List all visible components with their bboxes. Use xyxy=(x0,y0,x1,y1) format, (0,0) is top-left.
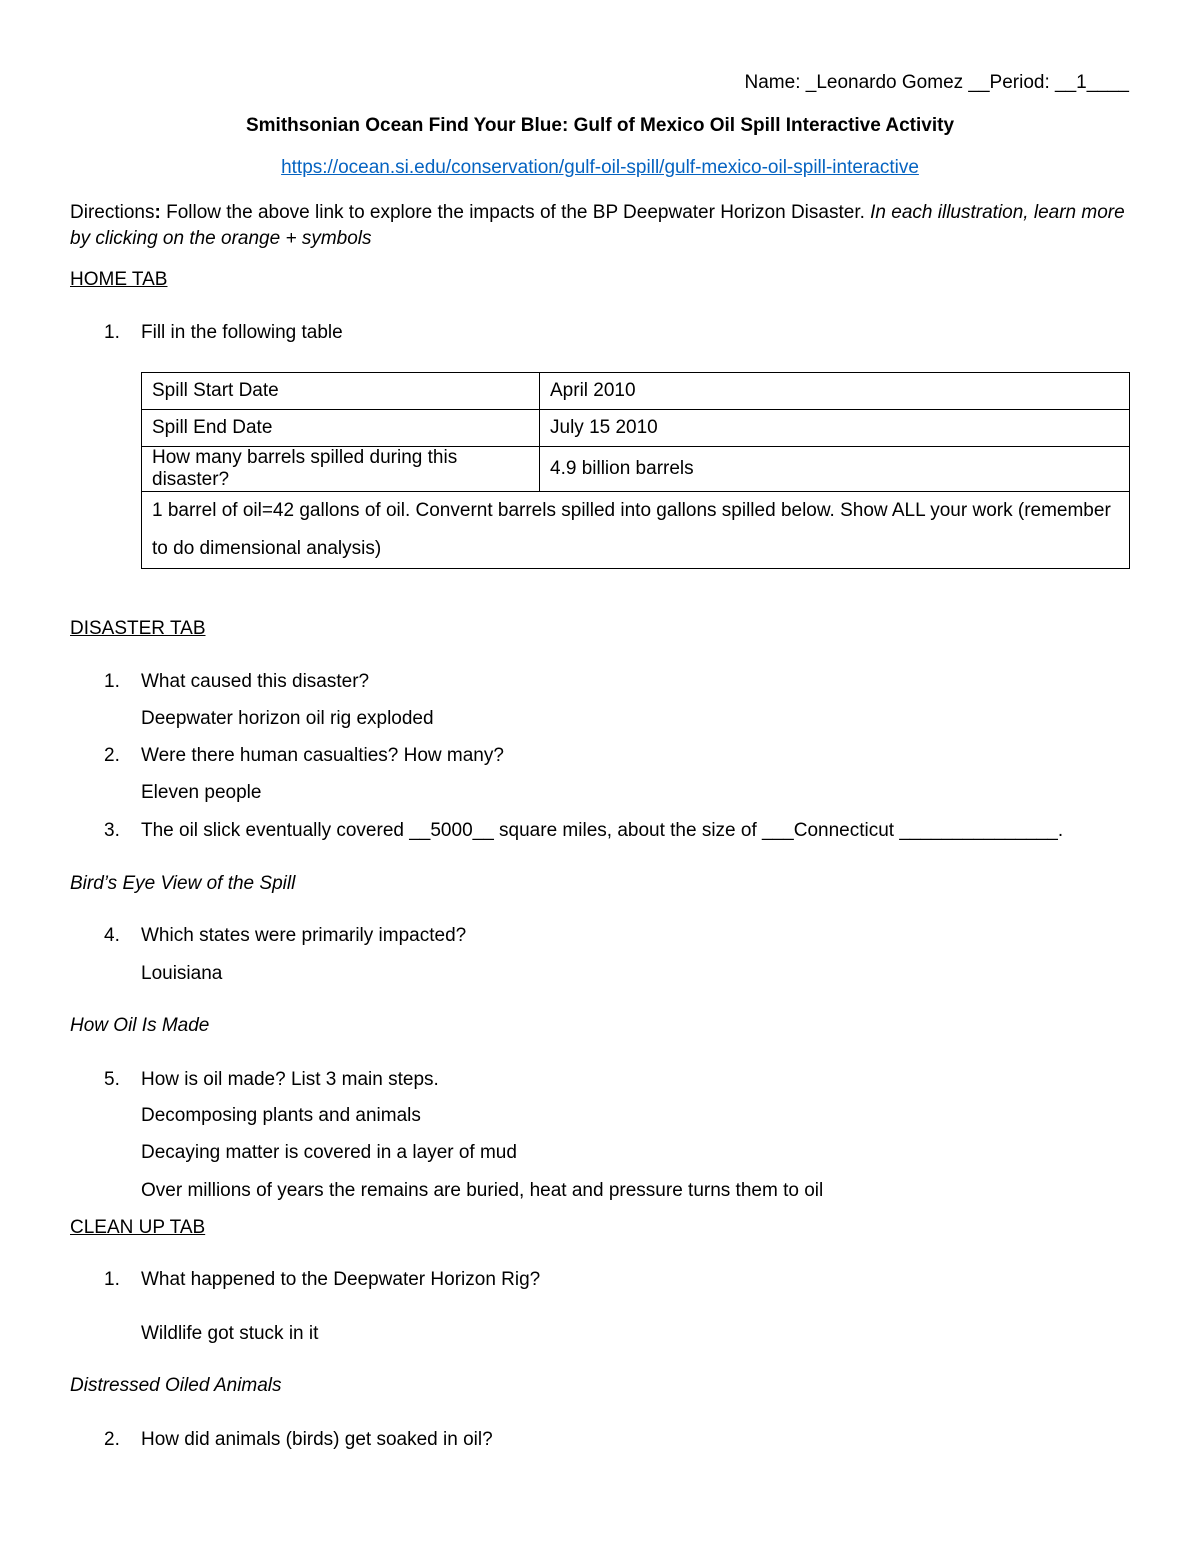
disaster-q3-text: The oil slick eventually covered __5000__ square miles, about the size of ___Connecticut _______________. xyxy=(141,820,1064,841)
oiled-animals-heading: Distressed Oiled Animals xyxy=(70,1375,282,1396)
disaster-q2-answer: Eleven people xyxy=(141,782,262,803)
directions-paragraph xyxy=(70,200,1130,252)
home-q1-text: Fill in the following table xyxy=(141,322,343,343)
conversion-instructions-cell: 1 barrel of oil=42 gallons of oil. Convernt barrels spilled into gallons spilled below. Show ALL your work (remember to do dimensional analysis) xyxy=(142,492,1130,569)
disaster-q5-number: 5. xyxy=(104,1069,120,1090)
page-title: Smithsonian Ocean Find Your Blue: Gulf of Mexico Oil Spill Interactive Activity xyxy=(245,115,955,136)
disaster-tab-heading: DISASTER TAB xyxy=(70,618,206,639)
cleanup-q1-answer: Wildlife got stuck in it xyxy=(141,1323,319,1344)
list-item: Decaying matter is covered in a layer of mud xyxy=(141,1142,517,1163)
cleanup-tab-heading: CLEAN UP TAB xyxy=(70,1217,206,1238)
directions-italic: In each illustration, learn more by clicking on the orange + symbols xyxy=(70,202,1125,249)
cleanup-q1-text: What happened to the Deepwater Horizon Rig? xyxy=(141,1269,541,1290)
disaster-q2-number: 2. xyxy=(104,745,120,766)
birds-eye-heading: Bird’s Eye View of the Spill xyxy=(70,873,296,894)
table-row xyxy=(142,492,1130,569)
cleanup-q2-text: How did animals (birds) get soaked in oil? xyxy=(141,1429,493,1450)
cleanup-q2-number: 2. xyxy=(104,1429,120,1450)
table-row xyxy=(142,447,1130,492)
list-item: Over millions of years the remains are buried, heat and pressure turns them to oil xyxy=(141,1180,824,1201)
spill-data-table xyxy=(141,372,1130,569)
table-cell: 4.9 billion barrels xyxy=(540,447,1130,492)
resource-link[interactable]: https://ocean.si.edu/conservation/gulf-oil-spill/gulf-mexico-oil-spill-interactive xyxy=(281,157,919,178)
disaster-q1-text: What caused this disaster? xyxy=(141,671,370,692)
name-period-line: Name: _Leonardo Gomez __Period: __1____ xyxy=(744,72,1129,93)
list-item: Decomposing plants and animals xyxy=(141,1105,421,1126)
cleanup-q1-number: 1. xyxy=(104,1269,120,1290)
directions-colon: : xyxy=(154,202,161,223)
resource-link-line xyxy=(0,157,1200,179)
table-cell: July 15 2010 xyxy=(540,410,1130,447)
directions-label: Directions xyxy=(70,202,155,223)
directions-text: Follow the above link to explore the impacts of the BP Deepwater Horizon Disaster. xyxy=(160,202,871,223)
disaster-q4-answer: Louisiana xyxy=(141,963,223,984)
disaster-q1-answer: Deepwater horizon oil rig exploded xyxy=(141,708,434,729)
table-cell: How many barrels spilled during this disaster? xyxy=(142,447,540,492)
home-tab-heading: HOME TAB xyxy=(70,269,168,290)
disaster-q5-text: How is oil made? List 3 main steps. xyxy=(141,1069,439,1090)
disaster-q3-number: 3. xyxy=(104,820,120,841)
disaster-q2-text: Were there human casualties? How many? xyxy=(141,745,504,766)
table-cell: April 2010 xyxy=(540,373,1130,410)
disaster-q1-number: 1. xyxy=(104,671,120,692)
table-row xyxy=(142,410,1130,447)
oil-made-heading: How Oil Is Made xyxy=(70,1015,210,1036)
table-row xyxy=(142,373,1130,410)
home-q1-number: 1. xyxy=(104,322,120,343)
disaster-q4-number: 4. xyxy=(104,925,120,946)
table-cell: Spill Start Date xyxy=(142,373,540,410)
table-cell: Spill End Date xyxy=(142,410,540,447)
disaster-q4-text: Which states were primarily impacted? xyxy=(141,925,467,946)
